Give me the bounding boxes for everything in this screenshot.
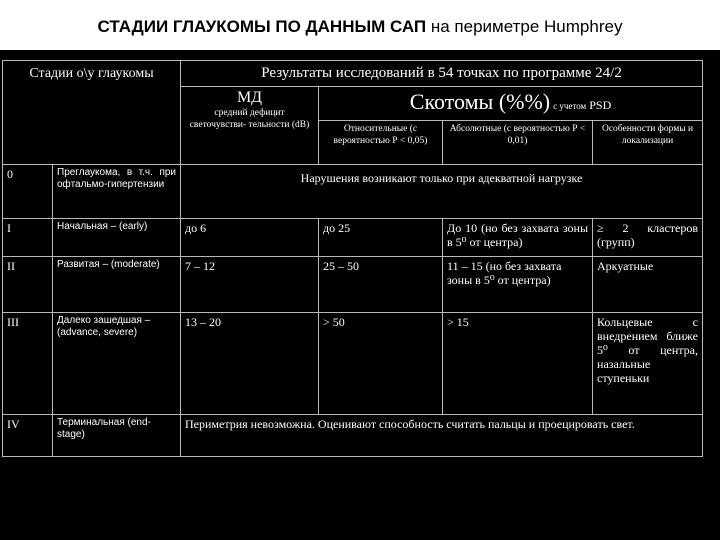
slide-body (0, 50, 720, 540)
absolute-value: До 10 (но без захвата зоны в 5⁰ от центра) (443, 219, 593, 257)
md-label: МД (236, 89, 263, 106)
md-value: 13 – 20 (181, 313, 319, 415)
glaucoma-stages-table (2, 60, 703, 457)
scotoma-small: с учетом (553, 101, 587, 111)
stage-name: Начальная – (early) (53, 219, 181, 257)
stage-name: Терминальная (end-stage) (53, 415, 181, 457)
features-header: Особенности формы и локализации (593, 121, 703, 165)
md-description: средний дефицит светочувстви- тельности (dB) (189, 108, 310, 130)
relative-value: > 50 (319, 313, 443, 415)
stage-number: III (3, 313, 53, 415)
features-value: Аркуатные (593, 257, 703, 313)
stage-number: 0 (3, 165, 53, 219)
relative-value: до 25 (319, 219, 443, 257)
results-header: Результаты исследований в 54 точках по программе 24/2 (181, 61, 703, 87)
stage-number: II (3, 257, 53, 313)
features-value: ≥ 2 кластеров (групп) (593, 219, 703, 257)
scotoma-psd: PSD (589, 98, 612, 112)
stage-number: I (3, 219, 53, 257)
merged-cell: Периметрия невозможна. Оценивают способность считать пальцы и проецировать свет. (181, 415, 703, 457)
stage-number: IV (3, 415, 53, 457)
table-row (3, 415, 703, 457)
title-rest: на периметре Humphrey (426, 17, 623, 36)
table-row (3, 313, 703, 415)
page-title (0, 10, 720, 44)
md-value: до 6 (181, 219, 319, 257)
table-row (3, 257, 703, 313)
scotoma-label: Скотомы (%%) (409, 89, 551, 114)
stage-name: Далеко зашедшая – (advance, severe) (53, 313, 181, 415)
title-bold: СТАДИИ ГЛАУКОМЫ ПО ДАННЫМ САП (97, 17, 427, 36)
md-value: 7 – 12 (181, 257, 319, 313)
absolute-header: Абсолютные (с вероятностью Р < 0,01) (443, 121, 593, 165)
absolute-value: > 15 (443, 313, 593, 415)
merged-cell: Нарушения возникают только при адекватной нагрузке (181, 165, 703, 219)
stage-name: Преглаукома, в т.ч. при офтальмо-гипертензии (53, 165, 181, 219)
scotoma-header (319, 87, 703, 121)
table-row (3, 219, 703, 257)
relative-value: 25 – 50 (319, 257, 443, 313)
relative-header: Относительные (с вероятностью Р < 0,05) (319, 121, 443, 165)
stage-name: Развитая – (moderate) (53, 257, 181, 313)
table-row (3, 165, 703, 219)
stages-header: Стадии о\у глаукомы (3, 61, 181, 165)
absolute-value: 11 – 15 (но без захвата зоны в 5⁰ от центра) (443, 257, 593, 313)
features-value: Кольцевые с внедрением ближе 5⁰ от центра, назальные ступеньки (593, 313, 703, 415)
header-row-1 (3, 61, 703, 87)
md-header (181, 87, 319, 165)
